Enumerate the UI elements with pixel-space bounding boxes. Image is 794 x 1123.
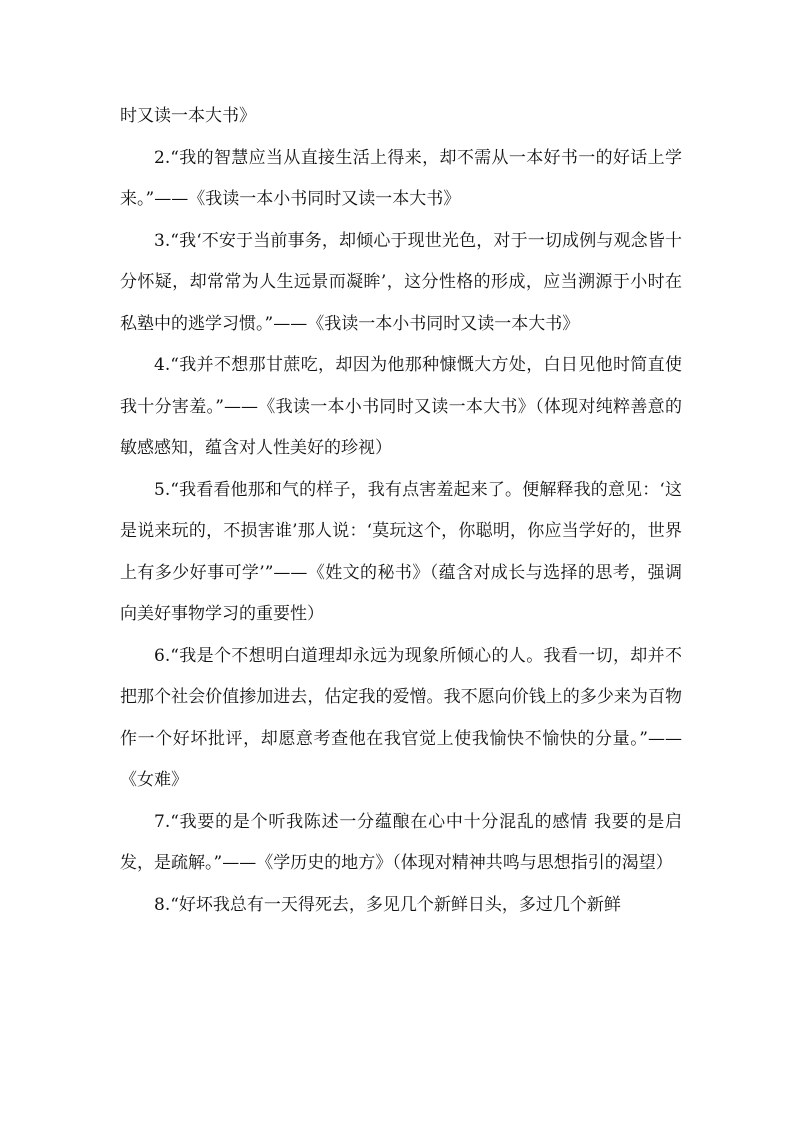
quote-paragraph-8: 8.“好坏我总有一天得死去，多见几个新鲜日头，多过几个新鲜 (154, 894, 621, 915)
paragraph-continuation: 时又读一本大书》 (120, 106, 256, 126)
body-text (120, 96, 682, 926)
quote-paragraph-2: 2.“我的智慧应当从直接生活上得来，却不需从一本好书一的好话上学来。”——《我读一本小书同时又读一本大书》 (120, 147, 682, 209)
quote-paragraph-4: 4.“我并不想那甘蔗吃，却因为他那种慷慨大方处，白日见他时简直使我十分害羞。”——《我读一本小书同时又读一本大书》（体现对纯粹善意的敏感感知，蕴含对人性美好的珍视） (120, 355, 682, 458)
quote-paragraph-5: 5.“我看看他那和气的样子，我有点害羞起来了。便解释我的意见：‘这是说来玩的，不损害谁’那人说：‘莫玩这个，你聪明，你应当学好的，世界上有多少好事可学’”——《姓文的秘书》（蕴含对成长与选择的思考，强调向美好事物学习的重要性） (120, 479, 682, 624)
quote-paragraph-7: 7.“我要的是个听我陈述一分蕴酿在心中十分混乱的感情 我要的是启发，是疏解。”——《学历史的地方》（体现对精神共鸣与思想指引的渴望） (120, 811, 682, 873)
quote-paragraph-6: 6.“我是个不想明白道理却永远为现象所倾心的人。我看一切，却并不把那个社会价值掺加进去，估定我的爱憎。我不愿向价钱上的多少来为百物作一个好坏批评，却愿意考查他在我官觉上使我愉快不愉快的分量。”——《女难》 (120, 645, 682, 790)
quote-paragraph-3: 3.“我‘不安于当前事务，却倾心于现世光色，对于一切成例与观念皆十分怀疑，却常常为人生远景而凝眸’，这分性格的形成，应当溯源于小时在私塾中的逃学习惯。”——《我读一本小书同时又读一本大书》 (120, 230, 682, 334)
